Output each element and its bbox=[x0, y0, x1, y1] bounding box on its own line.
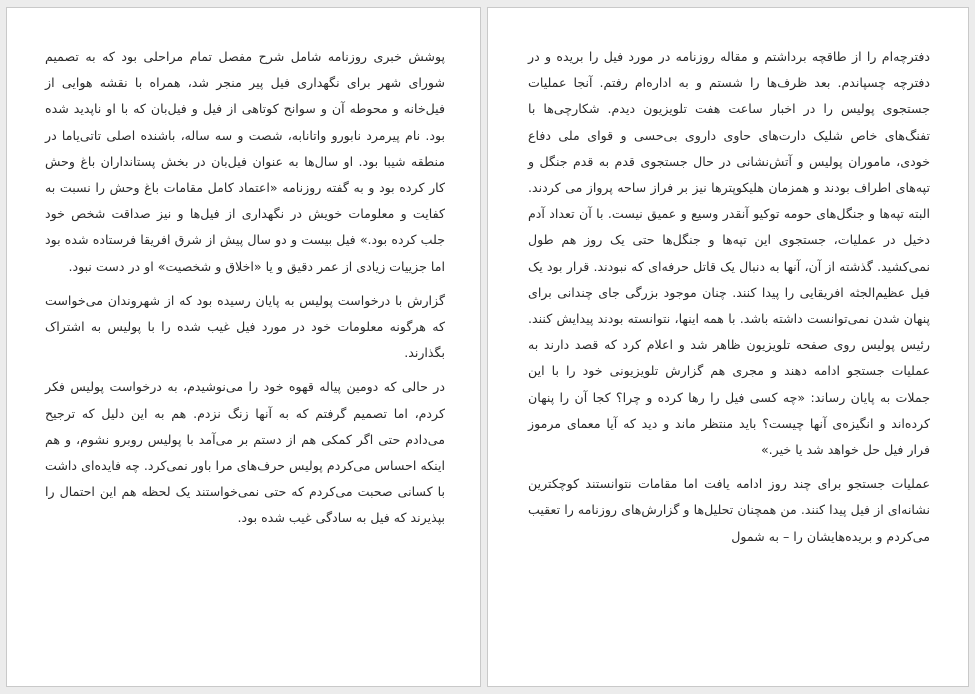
right-page bbox=[487, 7, 969, 687]
left-paragraph-3: در حالی که دومین پیاله قهوه خود را می‌نوشیدم، به درخواست پولیس فکر کردم، اما تصمیم گرفتم که به آنها زنگ نزدم. هم به این دلیل که ترجیح می‌دادم حتی اگر کمکی هم از دستم بر می‌آمد با پولیس روبرو نشوم، و هم اینکه احساس می‌کردم پولیس حرف‌های مرا باور نمی‌کرد. چه فایده‌ای داشت با کسانی صحبت می‌کردم که حتی نمی‌خواستند یک لحظه هم این احتمال را بپذیرند که فیل به سادگی غیب شده بود. bbox=[45, 379, 445, 526]
left-page bbox=[6, 7, 481, 687]
left-paragraph-2: گزارش با درخواست پولیس به پایان رسیده بود که از شهروندان می‌خواست که هرگونه معلومات خود در مورد فیل غیب شده را با پولیس به اشتراک بگذارند. bbox=[45, 292, 445, 361]
left-page-text bbox=[45, 44, 445, 540]
right-paragraph-2: عملیات جستجو برای چند روز ادامه یافت اما مقامات نتوانستند کوچکترین نشانه‌ای از فیل پیدا کنند. من همچنان تحلیل‌ها و گزارش‌های روزنامه را تعقیب می‌کردم و بریده‌هایشان را – به شمول bbox=[528, 476, 930, 544]
right-page-text bbox=[528, 44, 930, 558]
left-paragraph-1: پوشش خبری روزنامه شامل شرح مفصل تمام مراحلی بود که به تصمیم شورای شهر برای نگهداری فیل پیر منجر شد، همراه با نقشه هوایی از فیل‌خانه و محوطه آن و سوانح کوتاهی از فیل و فیل‌بان که با او ناپدید شده بود. نام پیرمرد نابورو واتانابه، شصت و سه ساله، باشنده اصلی تاتی‌یاما در منطقه شیبا بود. او سال‌ها به عنوان فیل‌بان در بخش پستانداران باغ وحش کار کرده بود و به گفته روزنامه «اعتماد کامل مقامات باغ وحش را نسبت به کفایت و معلومات خویش در نگهداری از فیل‌ها و نیز صداقت شخص خود جلب کرده بود.» فیل بیست و دو سال پیش از شرق افریقا فرستاده شده بود اما جزییات زیادی از عمر دقیق و یا «اخلاق و شخصیت» او در دست نبود. bbox=[45, 49, 445, 274]
right-paragraph-1: دفترچه‌ام را از طاقچه برداشتم و مقاله روزنامه در مورد فیل را بریده و در دفترچه چسپاندم. بعد ظرف‌ها را شستم و به اداره‌ام رفتم. آنجا عملیات جستجوی پولیس را در اخبار ساعت هفت تلویزیون دیدم. شکارچی‌ها با تفنگ‌های خاص شلیک دارت‌های حاوی داروی بی‌حسی و قوای ملی دفاع خودی، ماموران پولیس و آتش‌نشانی در حال جستجوی قدم به قدم جنگل و تپه‌های اطراف بودند و همزمان هلیکوپترها نیز بر فراز ساحه پرواز می کردند. البته تپه‌ها و جنگل‌های حومه توکیو آنقدر وسیع و عمیق نیست. با آن تعداد آدم دخیل در عملیات، جستجوی این تپه‌ها و جنگل‌ها حتی یک روز هم طول نمی‌کشید. گذشته از آن، آنها به دنبال یک قاتل حرفه‌ای که نبودند. قرار بود یک فیل عظیم‌الجثه افریقایی را پیدا کنند. چنان موجود بزرگی جای چندانی برای پنهان شدن نمی‌توانست داشته باشد. با همه اینها، نتوانسته بودند پیدایش کنند. رئیس پولیس روی صفحه تلویزیون ظاهر شد و اعلام کرد که قصد دارند به عملیات جستجو ادامه دهند و مجری هم گزارش تلویزیونی خود را با این جملات به پایان رساند: «چه کسی فیل را رها کرده و چرا؟ کجا آن را پنهان کرده‌اند و انگیزه‌ی آنها چیست؟ باید منتظر ماند و دید که آیا معمای مرموز فرار فیل حل خواهد شد یا خیر.» bbox=[528, 49, 930, 458]
